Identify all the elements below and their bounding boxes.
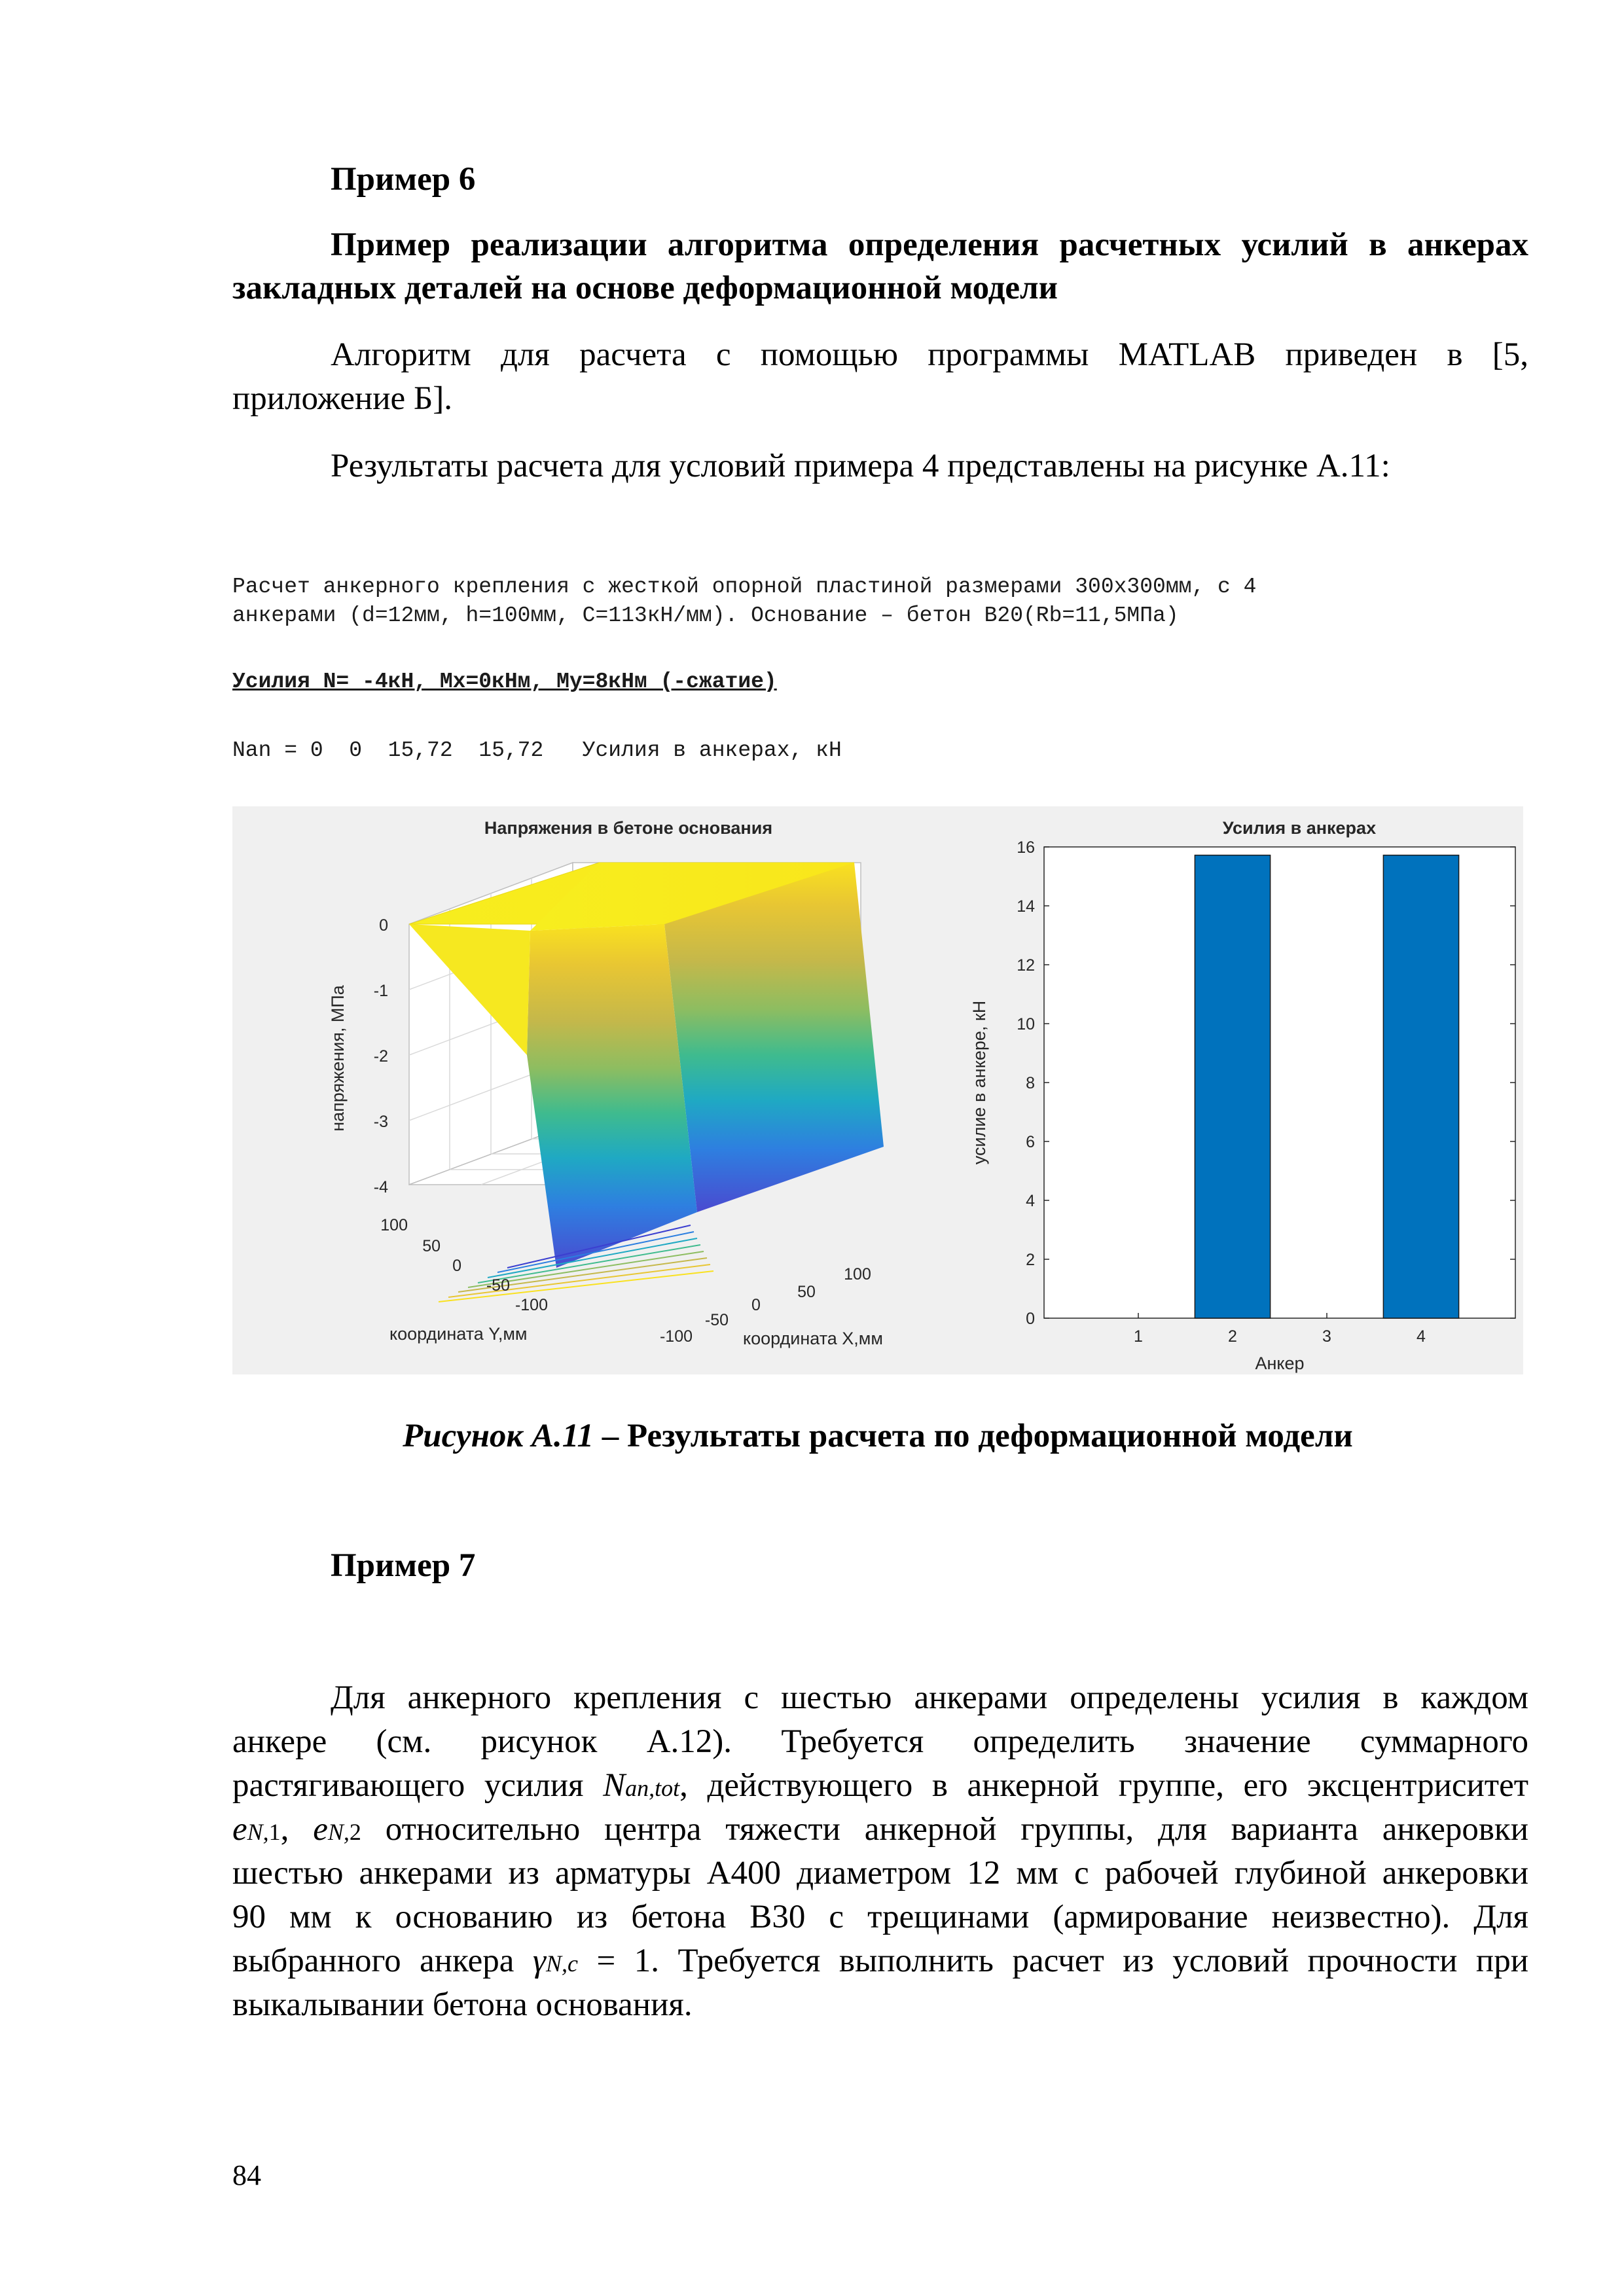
x-tick-m100: -100	[659, 1327, 693, 1346]
e2-symbol: e	[313, 1811, 328, 1848]
surface-zlabel: напряжения, МПа	[328, 985, 348, 1132]
bar-chart-title: Усилия в анкерах	[1222, 818, 1377, 838]
x-tick-0: 0	[751, 1296, 761, 1314]
z-tick-2: -2	[373, 1047, 388, 1066]
example6-para1-line2: приложение Б].	[232, 380, 452, 417]
caption-dash: –	[593, 1418, 627, 1454]
example6-para1-line1: Алгоритм для расчета с помощью программы MATLAB приведен в [5,	[331, 336, 1528, 373]
e2-subscript-num: 2	[349, 1819, 361, 1845]
y-tick-label: 8	[1026, 1074, 1035, 1092]
example6-title: Пример 6	[331, 161, 476, 198]
y-tick-label: 0	[1026, 1310, 1035, 1328]
figure-caption	[232, 1414, 1523, 1458]
bar-anchor-2	[1195, 855, 1270, 1318]
e1-subscript: N,	[247, 1819, 269, 1845]
y-tick-label: 10	[1017, 1015, 1035, 1033]
l4-rest: относительно центра тяжести анкерной группы, для варианта анкеровки	[361, 1811, 1529, 1848]
x-tick-label: 1	[1134, 1327, 1143, 1346]
example7-line1: Для анкерного крепления с шестью анкерами определены усилия в каждом	[331, 1679, 1528, 1716]
bar-chart-xlabel: Анкер	[1255, 1354, 1305, 1373]
l3-a: растягивающего усилия	[232, 1767, 604, 1804]
bar-chart-ylabel: усилие в анкере, кН	[969, 1000, 989, 1165]
y-tick-label: 6	[1026, 1133, 1035, 1151]
matlab-output-line1: Расчет анкерного крепления с жесткой опорной пластиной размерами 300х300мм, с 4	[232, 575, 1257, 599]
x-tick-label: 3	[1322, 1327, 1331, 1346]
y-tick-m100: -100	[514, 1296, 548, 1314]
example6-subtitle-line2: закладных деталей на основе деформационной модели	[232, 270, 1058, 306]
l3-b: , действующего в анкерной группе, его эксцентриситет	[679, 1767, 1528, 1804]
z-tick-3: -3	[373, 1113, 388, 1131]
example6-subtitle-line1: Пример реализации алгоритма определения расчетных усилий в анкерах	[331, 226, 1528, 263]
example7-line6: 90 мм к основанию из бетона В30 с трещинами (армирование неизвестно). Для	[232, 1899, 1528, 1935]
e1-symbol: e	[232, 1811, 247, 1848]
caption-text: Результаты расчета по деформационной модели	[626, 1418, 1353, 1454]
y-tick-label: 14	[1017, 897, 1035, 916]
e1-subscript-num: 1	[268, 1819, 281, 1845]
example7-line2: анкере (см. рисунок А.12). Требуется определить значение суммарного	[232, 1723, 1528, 1760]
surface-xlabel: координата X,мм	[743, 1329, 883, 1348]
l4-sep: ,	[280, 1811, 314, 1848]
page-number: 84	[232, 2159, 261, 2191]
gamma-symbol: γ	[532, 1943, 547, 1979]
l7-b: = 1. Требуется выполнить расчет из условий прочности при	[578, 1943, 1529, 1979]
figure-a11	[232, 806, 1523, 1374]
example7-line3	[232, 1763, 1528, 1810]
surface-z-ticks	[374, 916, 388, 1196]
figure-a11-svg	[232, 806, 1523, 1374]
z-tick-1: -1	[373, 982, 388, 1000]
example7-line5: шестью анкерами из арматуры А400 диаметром 12 мм с рабочей глубиной анкеровки	[232, 1855, 1528, 1892]
example6-para2: Результаты расчета для условий примера 4 представлены на рисунке А.11:	[331, 448, 1390, 484]
example7-title: Пример 7	[331, 1547, 476, 1584]
y-tick-100: 100	[380, 1216, 408, 1234]
x-tick-m50: -50	[704, 1311, 729, 1329]
e2-subscript: N,	[327, 1819, 350, 1845]
y-tick-50: 50	[422, 1237, 441, 1255]
y-tick-label: 4	[1026, 1192, 1035, 1210]
y-tick-0: 0	[452, 1257, 461, 1275]
x-tick-100: 100	[844, 1265, 871, 1283]
example7-line4	[232, 1807, 1528, 1854]
matlab-nan-line: Nan = 0 0 15,72 15,72 Усилия в анкерах, кН	[232, 738, 842, 762]
example7-line7	[232, 1939, 1528, 1986]
z-tick-0: 0	[379, 916, 388, 935]
bar-anchor-4	[1383, 855, 1458, 1318]
l3-symbol: N	[603, 1767, 626, 1804]
matlab-forces-line: Усилия N= -4кН, Mx=0кНм, My=8кНм (-сжатие)	[232, 670, 777, 694]
y-tick-m50: -50	[486, 1276, 510, 1295]
gamma-subscript: N,c	[546, 1950, 579, 1977]
z-tick-4: -4	[373, 1178, 388, 1196]
l7-a: выбранного анкера	[232, 1943, 533, 1979]
surface-ylabel: координата Y,мм	[389, 1324, 528, 1344]
x-tick-label: 2	[1228, 1327, 1237, 1346]
l3-subscript: an,tot	[625, 1775, 680, 1801]
stress-surface	[409, 863, 884, 1323]
y-tick-label: 12	[1017, 956, 1035, 975]
y-tick-label: 2	[1026, 1251, 1035, 1269]
x-tick-label: 4	[1416, 1327, 1426, 1346]
y-tick-label: 16	[1017, 838, 1035, 857]
x-tick-50: 50	[797, 1283, 816, 1301]
example7-line8: выкалывании бетона основания.	[232, 1986, 693, 2023]
matlab-output-line2: анкерами (d=12мм, h=100мм, C=113кН/мм). Основание – бетон B20(Rb=11,5МПа)	[232, 603, 1179, 628]
caption-label: Рисунок А.11	[403, 1418, 594, 1454]
surface-plot-title: Напряжения в бетоне основания	[484, 818, 773, 838]
